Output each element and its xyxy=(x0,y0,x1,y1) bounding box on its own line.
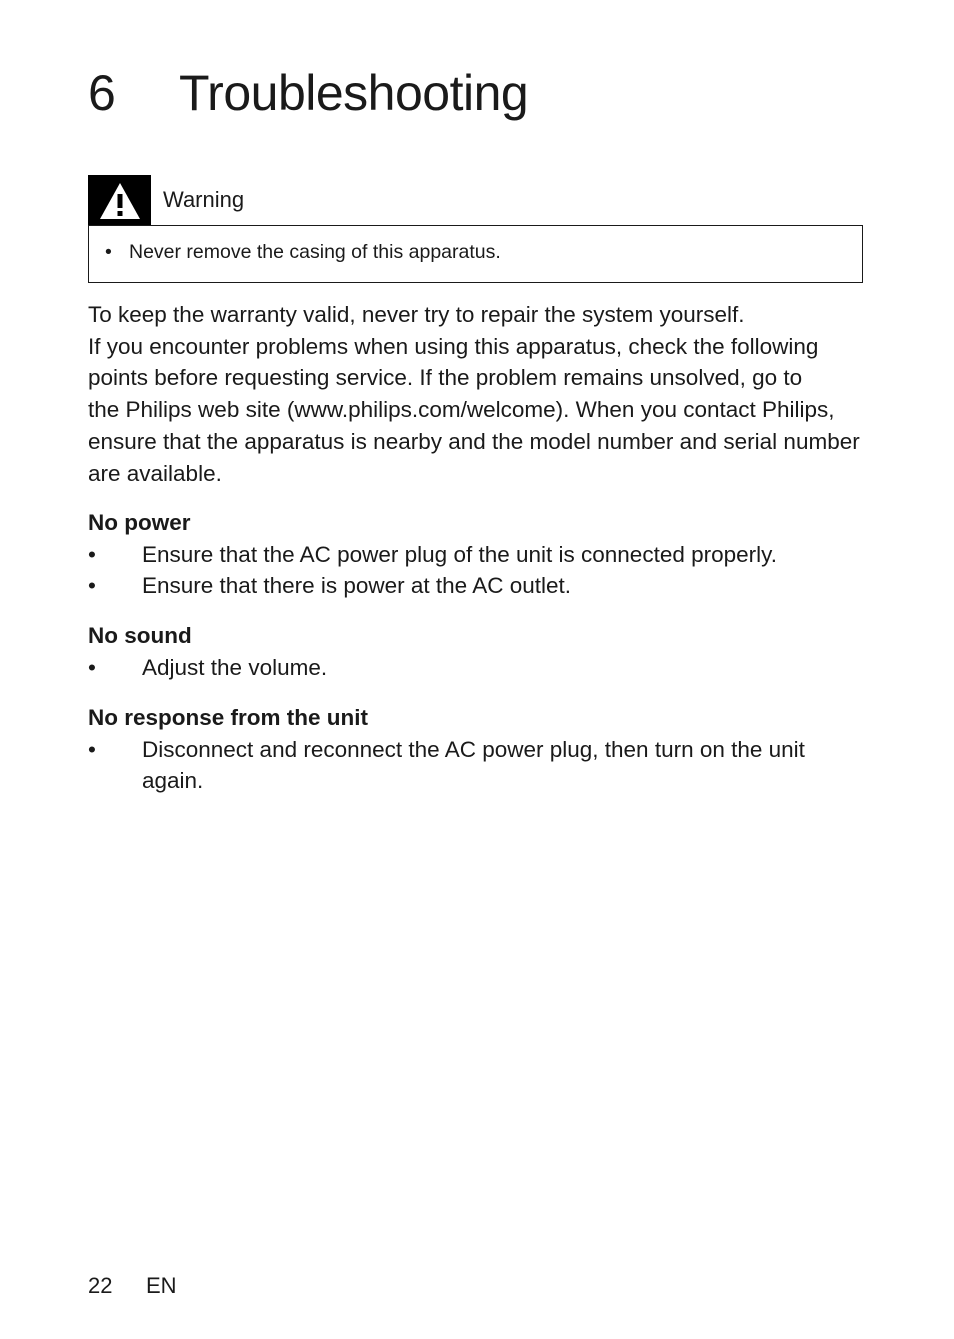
list-item xyxy=(88,734,878,797)
intro-line: are available. xyxy=(88,460,222,486)
warning-item xyxy=(105,239,501,265)
section-heading: No power xyxy=(88,510,191,535)
section-no-sound xyxy=(88,620,878,683)
page-number: 22 xyxy=(88,1273,113,1298)
list-item-text: again. xyxy=(142,768,204,794)
chapter-number: 6 xyxy=(88,65,116,121)
language-code: EN xyxy=(146,1273,177,1298)
section-list xyxy=(88,539,878,602)
warning-box xyxy=(88,225,863,283)
chapter-title xyxy=(88,58,528,128)
list-item xyxy=(88,570,878,602)
chapter-title-text: Troubleshooting xyxy=(179,65,529,121)
section-list xyxy=(88,652,878,684)
warning-label: Warning xyxy=(163,187,245,212)
intro-line: If you encounter problems when using this apparatus, check the following xyxy=(88,333,819,359)
intro-line: ensure that the apparatus is nearby and the model number and serial number xyxy=(88,428,860,454)
section-no-response xyxy=(88,702,878,797)
intro-paragraph xyxy=(88,299,878,489)
list-item-text: Ensure that the AC power plug of the unit is connected properly. xyxy=(142,541,777,567)
list-item xyxy=(88,539,878,571)
section-no-power xyxy=(88,507,878,602)
intro-line: the Philips web site (www.philips.com/welcome). When you contact Philips, xyxy=(88,397,835,423)
list-item-text: Ensure that there is power at the AC outlet. xyxy=(142,573,571,599)
list-item xyxy=(88,652,878,684)
page-footer xyxy=(88,1271,177,1301)
section-list xyxy=(88,734,878,797)
section-heading: No response from the unit xyxy=(88,705,369,730)
list-item-text: Adjust the volume. xyxy=(142,654,328,680)
bullet: • xyxy=(105,241,112,263)
intro-line: To keep the warranty valid, never try to repair the system yourself. xyxy=(88,302,745,327)
intro-line: points before requesting service. If the problem remains unsolved, go to xyxy=(88,365,803,391)
bullet: • xyxy=(88,736,96,762)
bullet: • xyxy=(88,573,96,599)
bullet: • xyxy=(88,654,96,680)
bullet: • xyxy=(88,541,96,567)
list-item-text: Disconnect and reconnect the AC power plug, then turn on the unit xyxy=(142,736,805,762)
warning-item-text: Never remove the casing of this apparatus. xyxy=(129,241,501,263)
warning-icon xyxy=(88,175,151,226)
section-heading: No sound xyxy=(88,623,192,648)
